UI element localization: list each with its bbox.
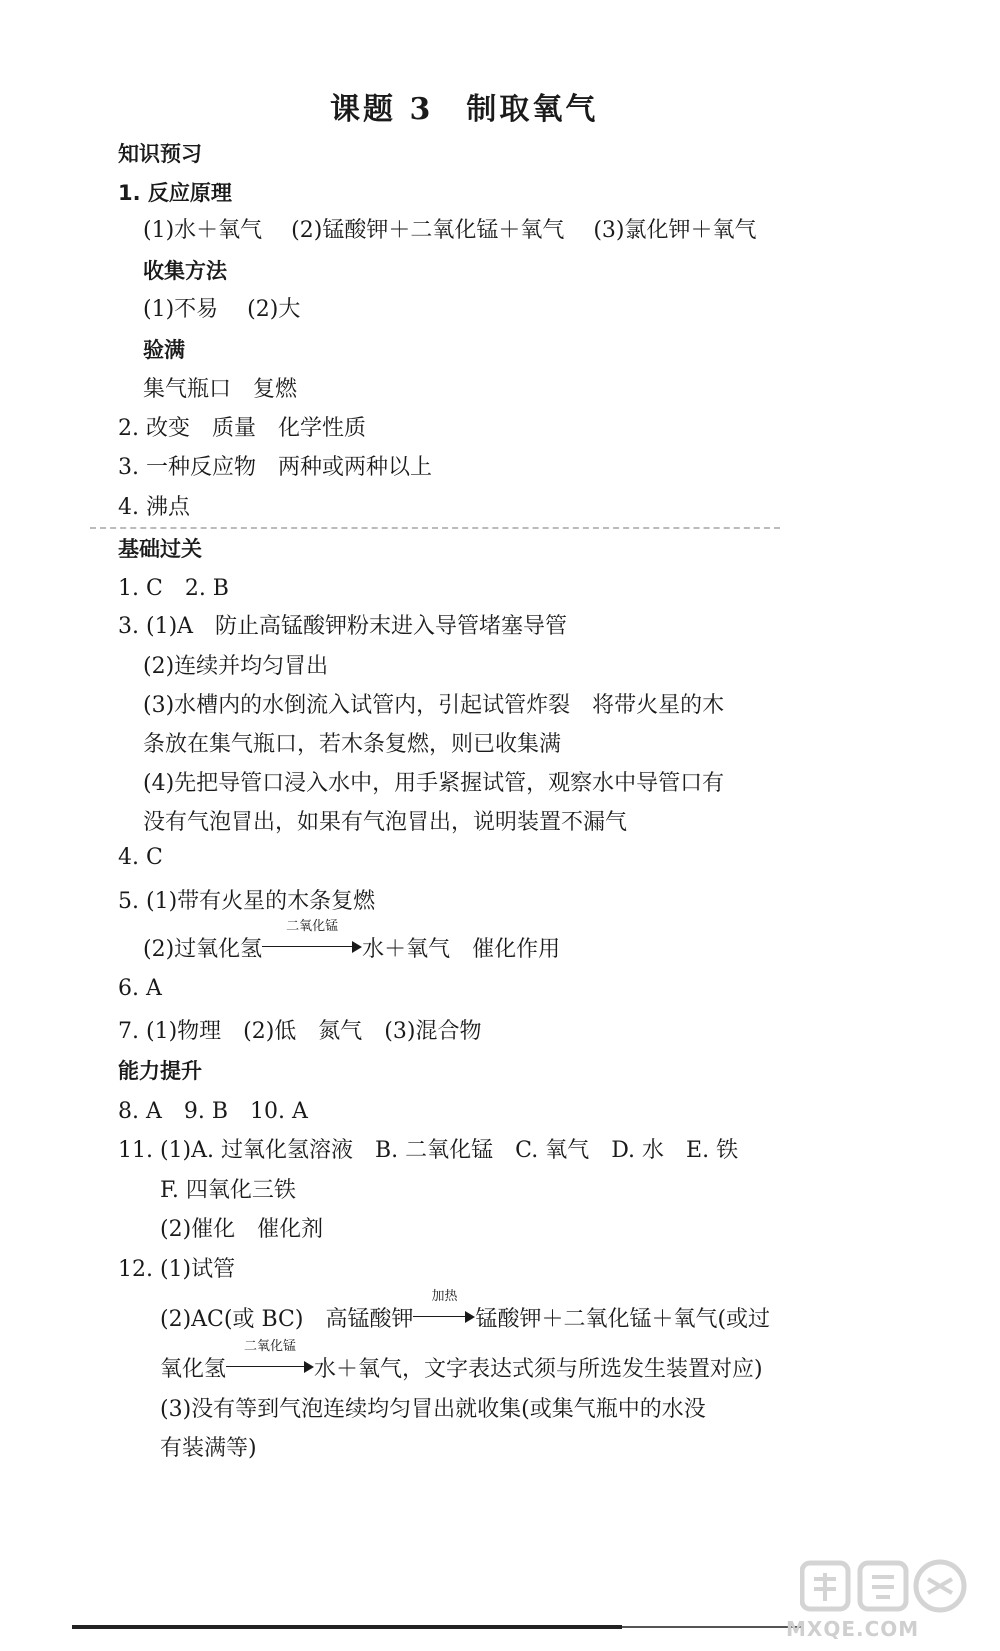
watermark-logo-icon xyxy=(800,1557,970,1615)
reaction-arrow xyxy=(262,919,362,956)
reaction-condition: 二氧化锰 xyxy=(244,1339,297,1354)
bottom-rule xyxy=(72,1625,622,1629)
basic-1-2-answers: 1. C 2. B xyxy=(118,576,229,601)
item-2-answer: 2. 改变 质量 化学性质 xyxy=(118,416,366,441)
ability-11-2-answer: (2)催化 催化剂 xyxy=(160,1217,324,1242)
ability-12-1-answer: 12. (1)试管 xyxy=(118,1257,236,1282)
section-heading-basic: 基础过关 xyxy=(118,537,202,561)
answer-1-3: (3)氯化钾＋氧气 xyxy=(593,218,757,243)
item-4-answer: 4. 沸点 xyxy=(118,495,190,520)
item-1-reaction-answers xyxy=(143,213,757,244)
bottom-rule-thin xyxy=(622,1626,802,1628)
basic-5-2-answer xyxy=(143,919,561,963)
ability-11-1-answer: 11. (1)A. 过氧化氢溶液 B. 二氧化锰 C. 氧气 D. 水 E. 铁 xyxy=(118,1138,739,1163)
page-title: 课题 3 制取氧气 xyxy=(330,92,599,127)
item-3-answer: 3. 一种反应物 两种或两种以上 xyxy=(118,455,432,480)
ability-12-3-answer-line2: 有装满等) xyxy=(160,1436,257,1461)
basic-7-answer: 7. (1)物理 (2)低 氮气 (3)混合物 xyxy=(118,1019,482,1044)
answer-collect-1: (1)不易 xyxy=(143,297,219,322)
ability-12-2b-reactant: 氧化氢 xyxy=(160,1357,227,1382)
ability-8-10-answers: 8. A 9. B 10. A xyxy=(118,1099,308,1124)
answer-1-1: (1)水＋氧气 xyxy=(143,218,263,243)
dashed-divider xyxy=(90,527,780,529)
reaction-condition: 加热 xyxy=(431,1289,458,1304)
ability-12-2b-products: 水＋氧气，文字表达式须与所选发生装置对应) xyxy=(314,1357,763,1382)
answer-1-2: (2)锰酸钾＋二氧化锰＋氧气 xyxy=(291,218,565,243)
reaction-condition: 二氧化锰 xyxy=(286,919,339,934)
basic-5-2-products: 水＋氧气 催化作用 xyxy=(362,937,561,962)
basic-3-2-answer: (2)连续并均匀冒出 xyxy=(143,654,329,679)
basic-3-1-answer: 3. (1)A 防止高锰酸钾粉末进入导管堵塞导管 xyxy=(118,614,568,639)
ability-12-2-products: 锰酸钾＋二氧化锰＋氧气(或过 xyxy=(475,1307,771,1332)
basic-3-4-answer-line1: (4)先把导管口浸入水中，用手紧握试管，观察水中导管口有 xyxy=(143,771,725,796)
reaction-arrow xyxy=(226,1339,314,1376)
site-watermark xyxy=(780,1555,980,1645)
reaction-arrow xyxy=(413,1289,475,1326)
ability-12-3-answer-line1: (3)没有等到气泡连续均匀冒出就收集(或集气瓶中的水没 xyxy=(160,1397,706,1422)
subheading-check-full: 验满 xyxy=(143,338,185,362)
check-full-answer: 集气瓶口 复燃 xyxy=(143,377,298,402)
subheading-collect-method: 收集方法 xyxy=(143,259,227,283)
ability-12-2-answer-line1 xyxy=(160,1289,771,1333)
collect-method-answers xyxy=(143,292,300,323)
basic-3-3-answer-line2: 条放在集气瓶口，若木条复燃，则已收集满 xyxy=(143,732,562,757)
section-heading-preview: 知识预习 xyxy=(118,142,202,166)
section-heading-ability: 能力提升 xyxy=(118,1059,202,1083)
basic-3-4-answer-line2: 没有气泡冒出，如果有气泡冒出，说明装置不漏气 xyxy=(143,810,628,835)
watermark-text: MXQE.COM xyxy=(786,1617,920,1641)
ability-11-1-answer-cont: F. 四氧化三铁 xyxy=(160,1178,296,1203)
basic-6-answer: 6. A xyxy=(118,976,162,1001)
ability-12-2-answer-line2 xyxy=(160,1339,763,1383)
answer-collect-2: (2)大 xyxy=(247,297,301,322)
basic-5-2-reactant: (2)过氧化氢 xyxy=(143,937,263,962)
basic-3-3-answer-line1: (3)水槽内的水倒流入试管内，引起试管炸裂 将带火星的木 xyxy=(143,693,725,718)
basic-5-1-answer: 5. (1)带有火星的木条复燃 xyxy=(118,889,376,914)
ability-12-2-reactant: (2)AC(或 BC) 高锰酸钾 xyxy=(160,1307,414,1332)
item-1-heading: 1. 反应原理 xyxy=(118,181,232,205)
basic-4-answer: 4. C xyxy=(118,845,163,870)
